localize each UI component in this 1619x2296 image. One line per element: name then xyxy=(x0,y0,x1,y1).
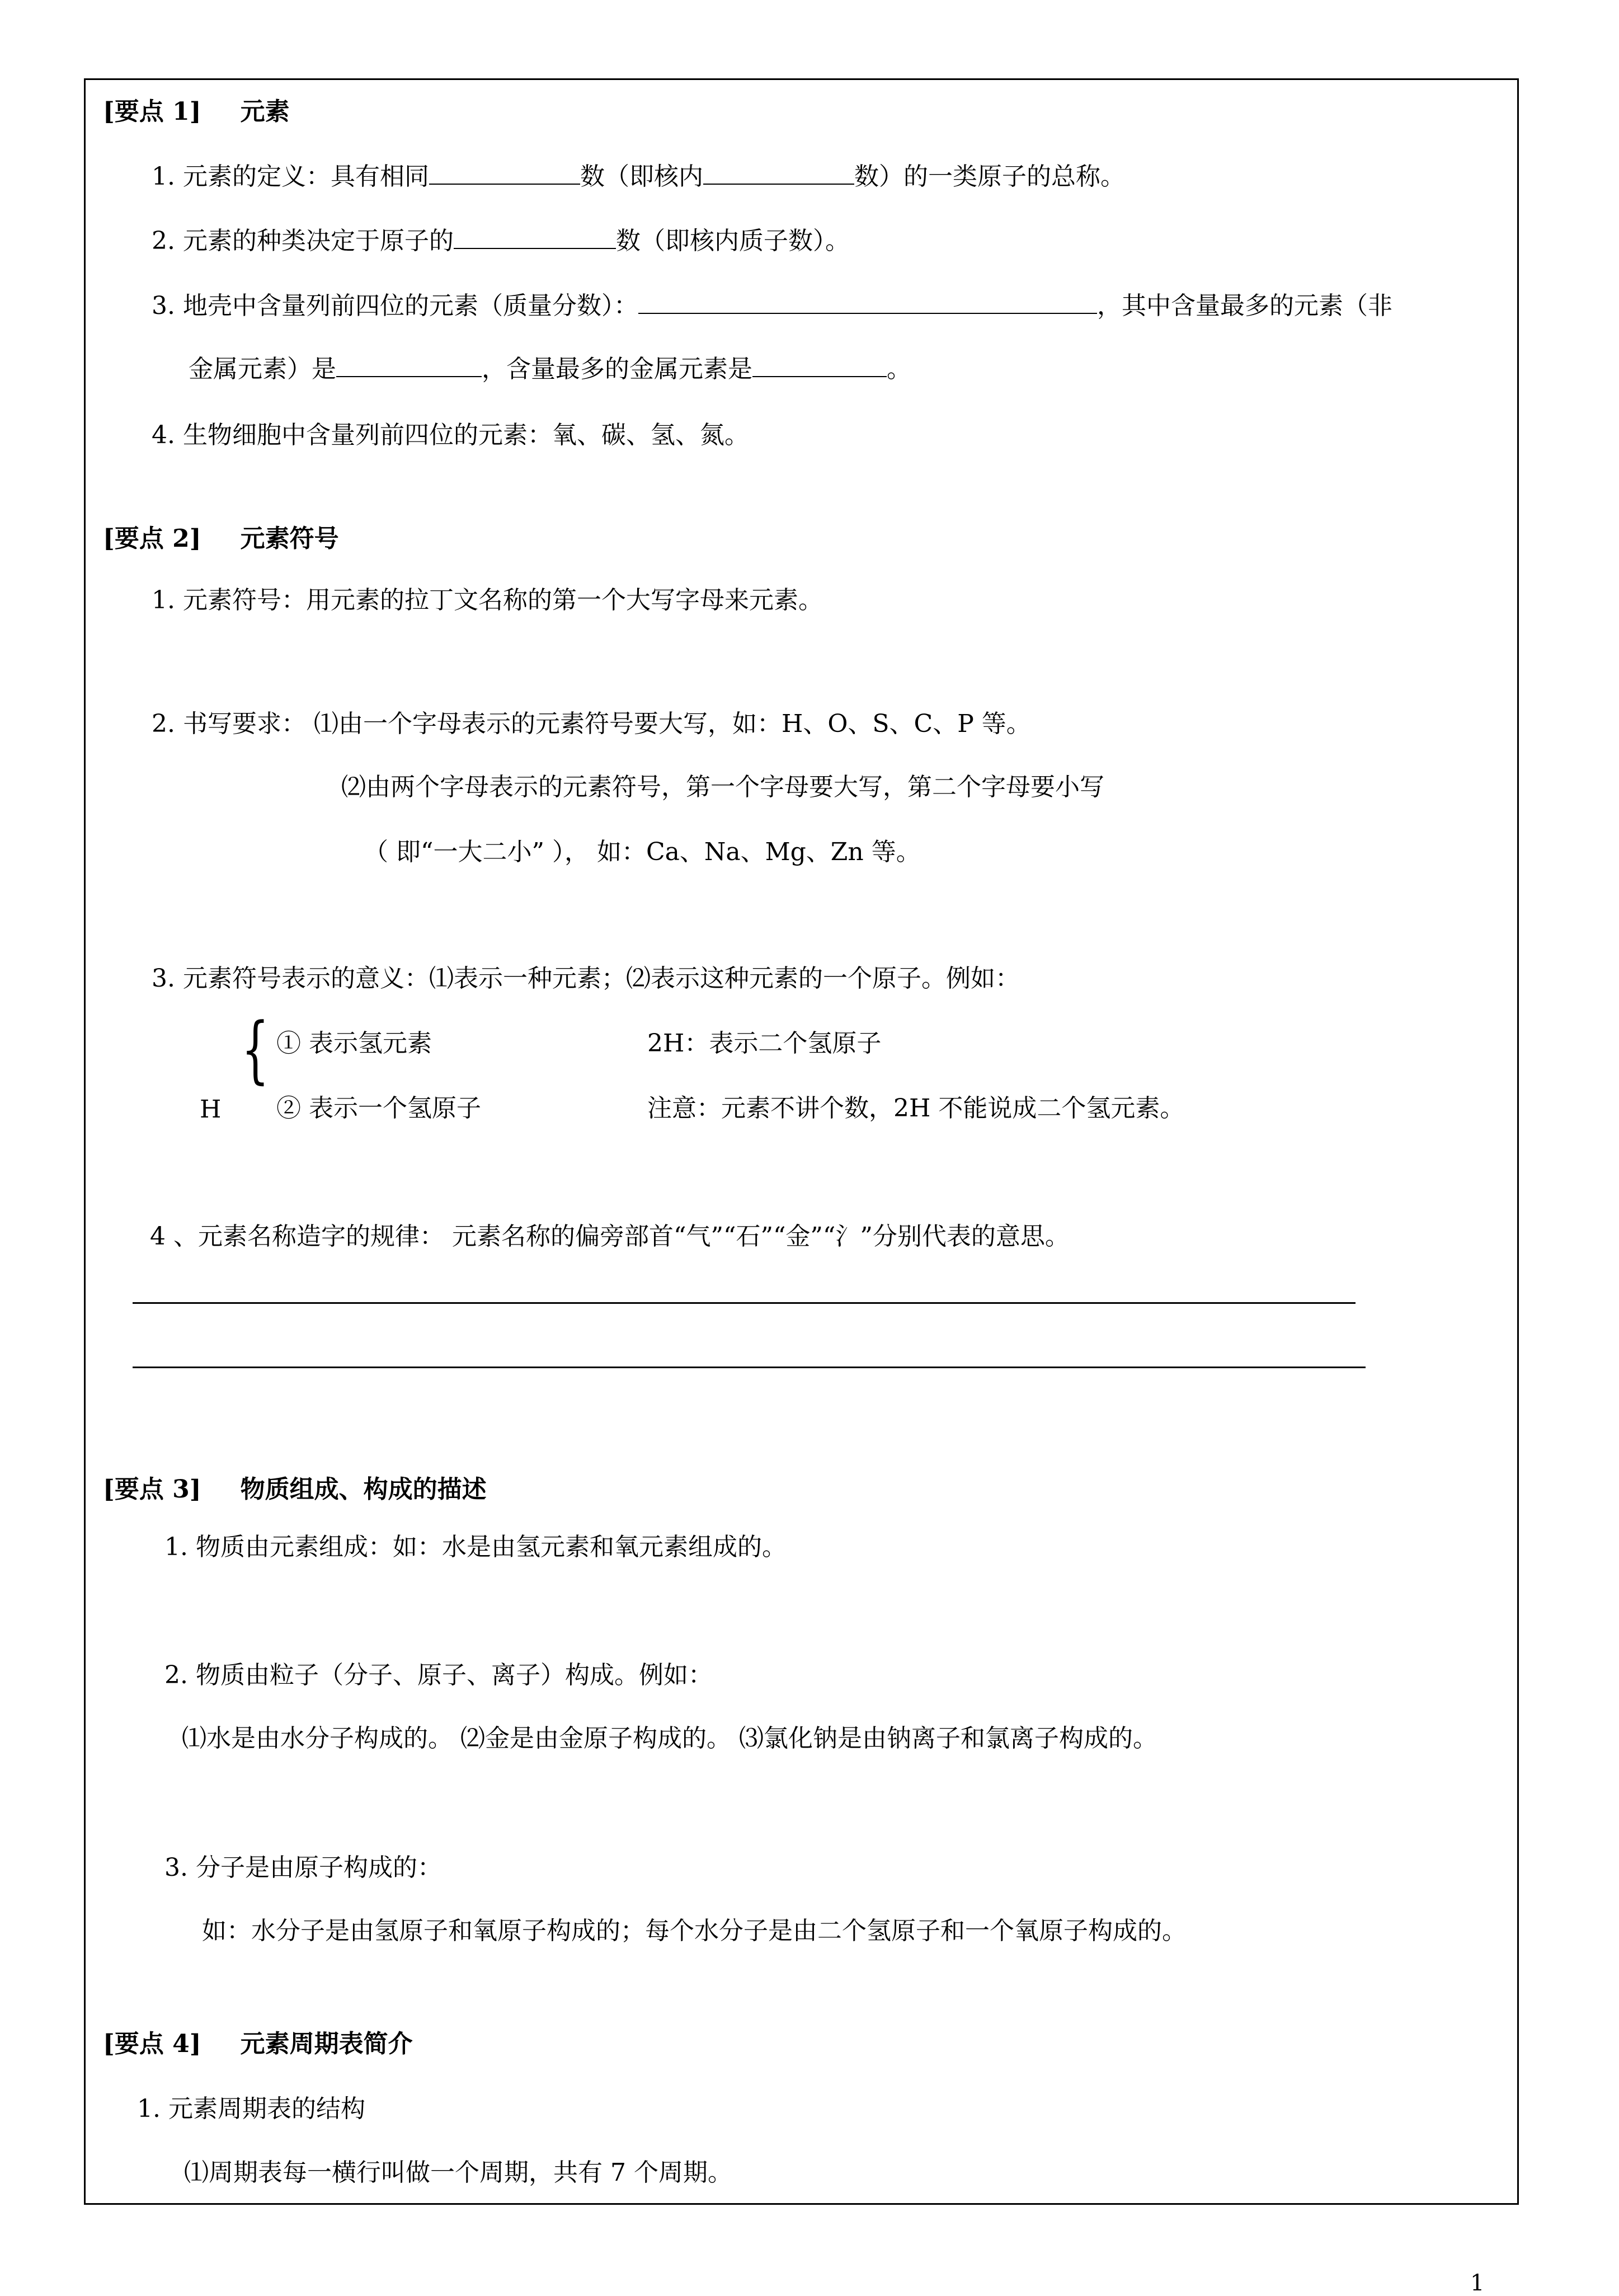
list-item: 4 、元素名称造字的规律： 元素名称的偏旁部首“气”“石”“金”“氵”分别代表的意思。 xyxy=(150,1222,1070,1251)
section-title: 物质组成、构成的描述 xyxy=(240,1475,487,1504)
note-warning: 注意：元素不讲个数，2H 不能说成二个氢元素。 xyxy=(647,1094,1185,1123)
section-tag: [要点 2] xyxy=(103,524,201,553)
fill-blank[interactable] xyxy=(429,161,580,185)
list-item: 1. 元素符号：用元素的拉丁文名称的第一个大写字母来元素。 xyxy=(152,586,823,614)
answer-line[interactable] xyxy=(133,1302,1356,1304)
section-2-heading xyxy=(103,523,339,555)
section-title: 元素周期表简介 xyxy=(240,2030,413,2058)
meaning-1: ① 表示氢元素 xyxy=(276,1029,432,1058)
answer-line[interactable] xyxy=(133,1367,1366,1368)
note-2h: 2H：表示二个氢原子 xyxy=(647,1029,882,1058)
text: 2. 元素的种类决定于原子的 xyxy=(152,227,454,255)
meaning-2: ② 表示一个氢原子 xyxy=(276,1094,481,1123)
section-3-heading xyxy=(103,1474,487,1505)
list-item-continuation: ⑴水是由水分子构成的。 ⑵金是由金原子构成的。 ⑶氯化钠是由钠离子和氯离子构成的。 xyxy=(182,1724,1157,1753)
text: 数）的一类原子的总称。 xyxy=(854,162,1125,191)
text: 数（即核内 xyxy=(580,162,703,191)
section-tag: [要点 1] xyxy=(103,97,201,126)
list-item: 3. 分子是由原子构成的： xyxy=(164,1853,442,1882)
brace-icon: { xyxy=(241,1007,270,1092)
list-item: 1. 元素周期表的结构 xyxy=(137,2095,365,2123)
section-title: 元素符号 xyxy=(240,524,339,553)
list-item: 2. 物质由粒子（分子、原子、离子）构成。例如： xyxy=(164,1661,713,1689)
list-item: 3. 元素符号表示的意义：⑴表示一种元素；⑵表示这种元素的一个原子。例如： xyxy=(152,964,1020,993)
list-item-continuation: ⑴周期表每一横行叫做一个周期，共有 7 个周期。 xyxy=(184,2158,732,2187)
list-item: 4. 生物细胞中含量列前四位的元素：氧、碳、氢、氮。 xyxy=(152,421,749,449)
text: 。 xyxy=(887,355,911,383)
text: ，含量最多的金属元素是 xyxy=(482,355,752,383)
element-symbol: H xyxy=(200,1095,222,1124)
list-item: 2. 书写要求： ⑴由一个字母表示的元素符号要大写，如：H、O、S、C、P 等。 xyxy=(152,710,1031,738)
section-1-heading xyxy=(103,96,290,128)
list-item-continuation: 如：水分子是由氢原子和氧原子构成的；每个水分子是由二个氢原子和一个氧原子构成的。 xyxy=(202,1917,1187,1945)
text: 1. 元素的定义：具有相同 xyxy=(152,162,429,191)
section-4-heading xyxy=(103,2029,413,2060)
fill-blank[interactable] xyxy=(454,226,616,249)
section-tag: [要点 4] xyxy=(103,2030,201,2058)
text: 金属元素）是 xyxy=(189,355,336,383)
list-item: 1. 物质由元素组成：如：水是由氢元素和氧元素组成的。 xyxy=(164,1533,787,1561)
section-title: 元素 xyxy=(240,97,290,126)
list-item xyxy=(152,290,1392,322)
fill-blank[interactable] xyxy=(703,161,854,185)
list-item xyxy=(152,226,850,257)
text: 数（即核内质子数）。 xyxy=(615,227,850,255)
text: 3. 地壳中含量列前四位的元素（质量分数）： xyxy=(152,292,638,320)
section-tag: [要点 3] xyxy=(103,1475,201,1504)
content-frame xyxy=(84,78,1519,2205)
list-item xyxy=(152,161,1125,192)
list-item-continuation xyxy=(189,354,911,385)
fill-blank[interactable] xyxy=(752,354,887,377)
text: ，其中含量最多的元素（非 xyxy=(1096,292,1392,320)
page-number: 1 xyxy=(1470,2270,1485,2296)
fill-blank[interactable] xyxy=(336,354,482,377)
list-item-continuation: （ 即“一大二小” ）， 如：Ca、Na、Mg、Zn 等。 xyxy=(364,838,921,866)
list-item-continuation: ⑵由两个字母表示的元素符号，第一个字母要大写，第二个字母要小写 xyxy=(341,773,1104,801)
fill-blank[interactable] xyxy=(638,290,1097,314)
